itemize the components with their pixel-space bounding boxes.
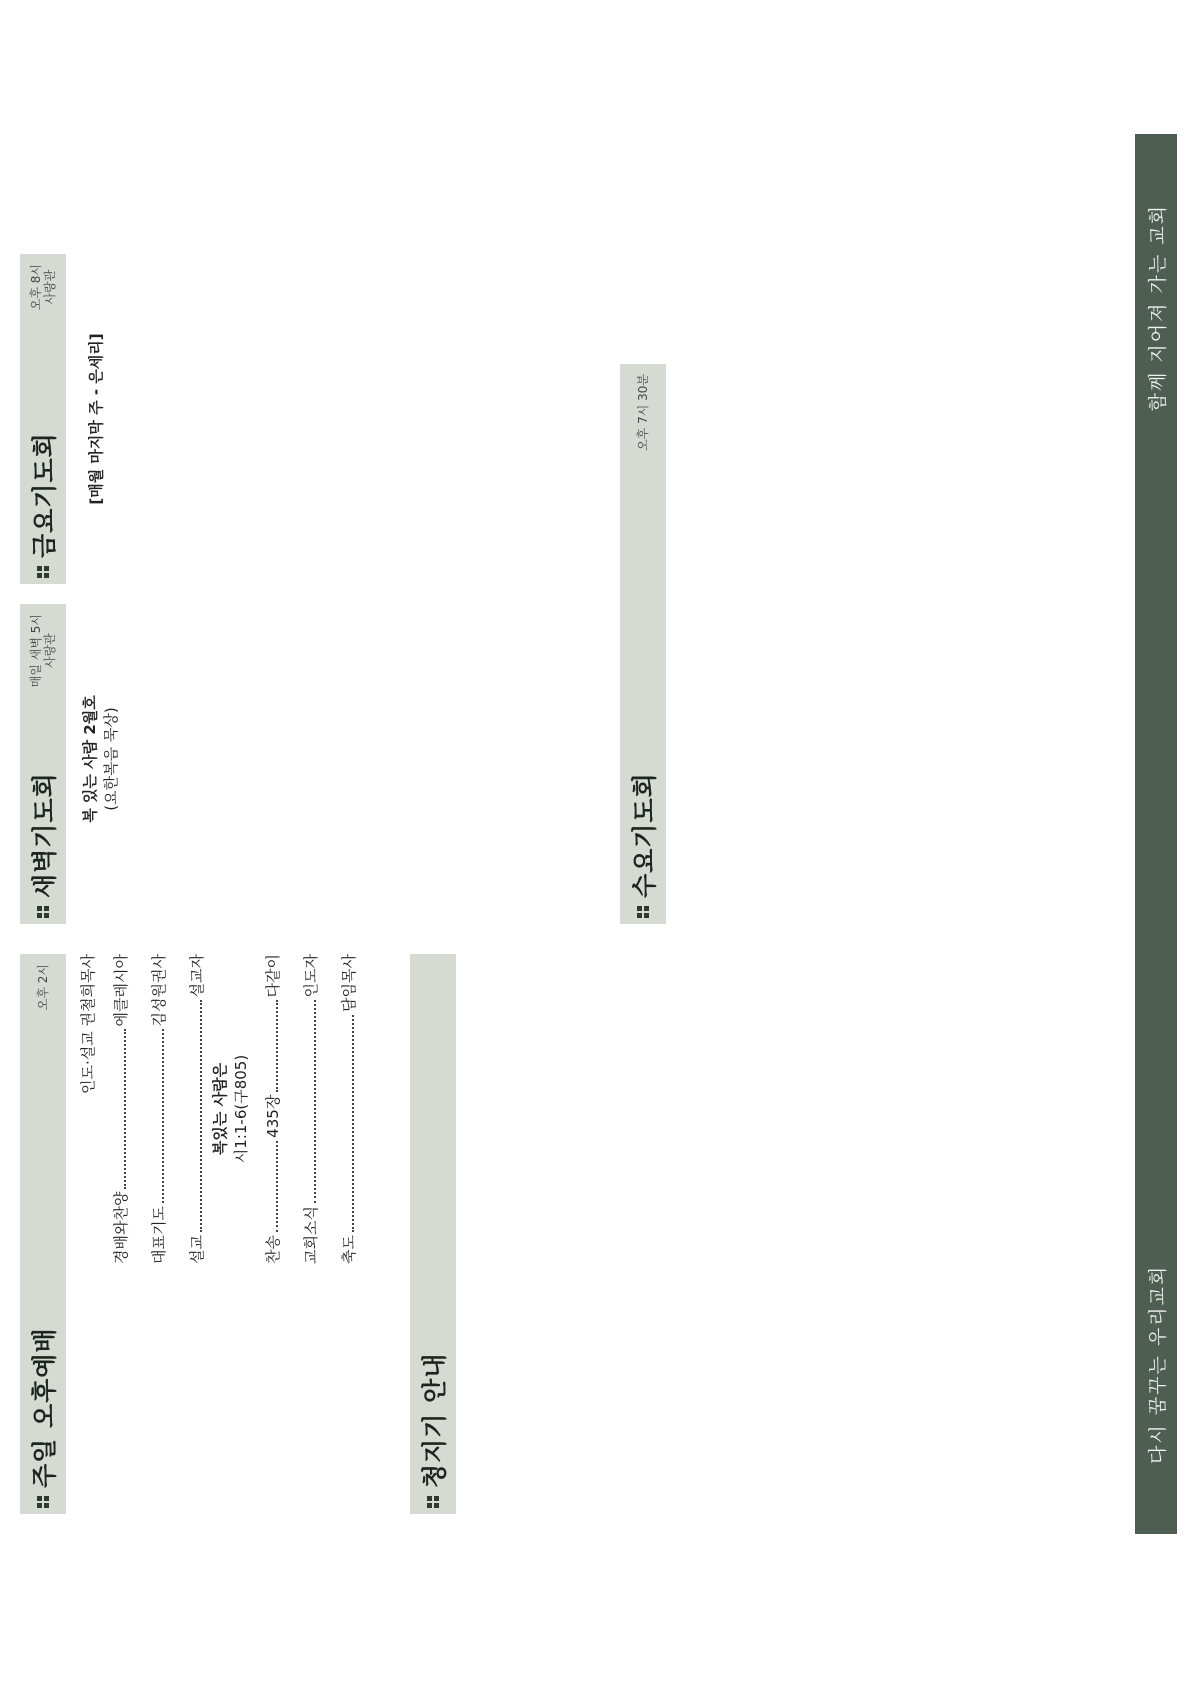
wednesday-time: 오후 7시 30분: [636, 374, 650, 451]
section-bullet-icon: [637, 906, 649, 918]
section-bullet-icon: [37, 1496, 49, 1508]
sunday-pm-sermon-title: 복있는 사람은 시1:1-6(구805): [211, 1054, 250, 1164]
wednesday-header: [620, 364, 666, 924]
friday-prayer-header: [20, 254, 66, 584]
friday-prayer-note: [매월 마지막 주 - 은세리]: [87, 333, 105, 505]
section-bullet-icon: [37, 906, 49, 918]
sunday-pm-leader: 인도·설교 권철희목사: [79, 954, 97, 1094]
friday-prayer-title: 금요기도회: [30, 432, 59, 558]
sunday-pm-row-hymn: 찬송 435장 다같이: [264, 954, 282, 1264]
section-bullet-icon: [427, 1496, 439, 1508]
sunday-pm-row-sermon: 설교 설교자: [188, 954, 206, 1264]
dawn-prayer-header: [20, 604, 66, 924]
sunday-pm-row-prayer: 대표기도 김성원권사: [150, 954, 168, 1264]
sunday-pm-title: 주일 오후예배: [30, 1327, 59, 1488]
footer-bar: [1135, 134, 1177, 1534]
dawn-prayer-title: 새벽기도회: [30, 772, 59, 898]
sunday-pm-header: [20, 954, 66, 1514]
sunday-pm-row-praise: 경배와찬양 에클레시아: [112, 954, 130, 1264]
footer-right-text: 함께 지어져 가는 교회: [1146, 204, 1169, 412]
sunday-pm-time: 오후 2시: [36, 964, 50, 1011]
steward-title: 청지기 안내: [420, 1352, 449, 1488]
wednesday-title: 수요기도회: [630, 772, 659, 898]
dawn-prayer-subject: 복 있는 사람 2월호 (요한복음 묵상): [81, 695, 120, 823]
sunday-pm-row-news: 교회소식 인도자: [302, 954, 320, 1264]
sunday-pm-row-blessing: 축도 담임목사: [340, 954, 358, 1264]
section-bullet-icon: [37, 566, 49, 578]
friday-prayer-time: 오후 8시 사랑관: [29, 264, 57, 311]
steward-header: [410, 954, 456, 1514]
dawn-prayer-time: 매일 새벽 5시 사랑관: [29, 614, 57, 688]
footer-left-text: 다시 꿈꾸는 우리교회: [1146, 1264, 1169, 1464]
